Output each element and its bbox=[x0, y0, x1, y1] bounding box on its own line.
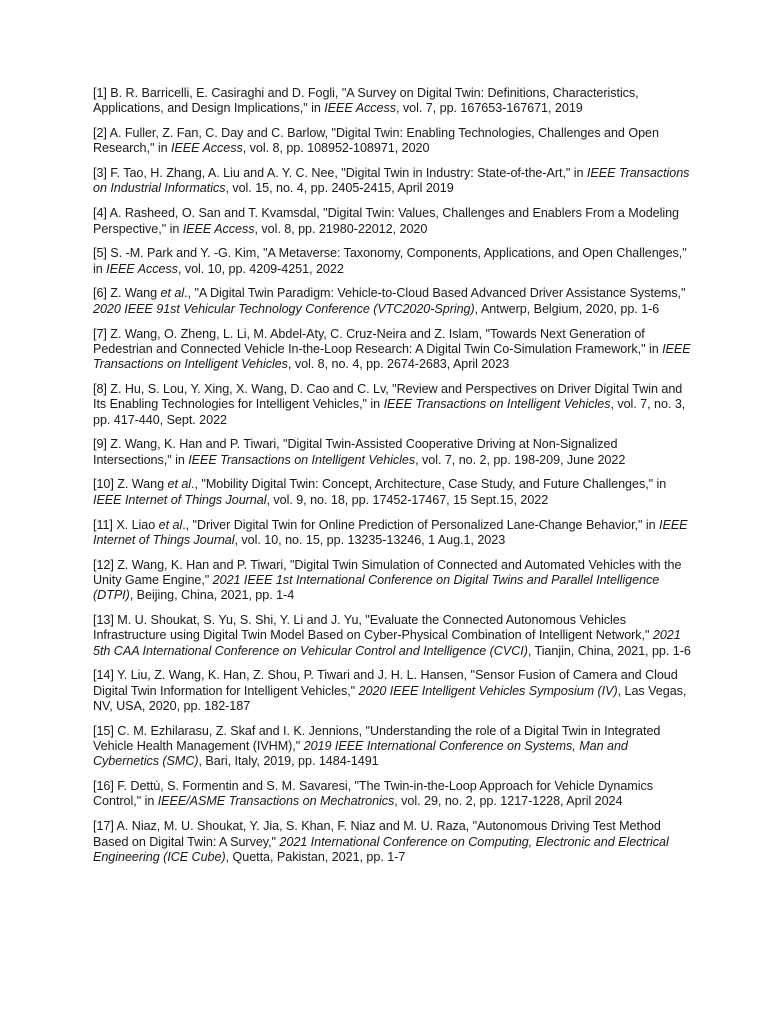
reference-text: , vol. 10, no. 15, pp. 13235-13246, 1 Aug.1, 2023 bbox=[234, 532, 506, 547]
reference-text: [15] C. M. Ezhilarasu, Z. Skaf and I. K. Jennions, "Understanding the role of a Digital Twin in Integrated Vehicle Health Management (IVHM)," bbox=[93, 723, 661, 754]
reference-venue: 2019 IEEE International Conference on Systems, Man and Cybernetics (SMC) bbox=[93, 739, 628, 769]
reference-text: , vol. 7, no. 2, pp. 198-209, June 2022 bbox=[415, 452, 626, 467]
reference-text: [12] Z. Wang, K. Han and P. Tiwari, "Digital Twin Simulation of Connected and Automated Vehicles with the Unity Game Engine," bbox=[93, 557, 682, 587]
reference-text: , Quetta, Pakistan, 2021, pp. 1-7 bbox=[225, 849, 406, 864]
reference-text: , Bari, Italy, 2019, pp. 1484-1491 bbox=[198, 754, 379, 769]
reference-venue: IEEE Internet of Things Journal bbox=[93, 517, 688, 547]
reference-text: , Tianjin, China, 2021, pp. 1-6 bbox=[527, 643, 691, 658]
reference-text: , Beijing, China, 2021, pp. 1-4 bbox=[129, 588, 295, 603]
reference-venue: 2021 5th CAA International Conference on Vehicular Control and Intelligence (CVCI) bbox=[93, 628, 681, 658]
reference-text: [4] A. Rasheed, O. San and T. Kvamsdal, "Digital Twin: Values, Challenges and Enablers From a Modeling Perspective," in bbox=[93, 206, 679, 236]
reference-item bbox=[93, 327, 693, 373]
reference-text: , vol. 29, no. 2, pp. 1217-1228, April 2024 bbox=[394, 794, 623, 809]
reference-text: , vol. 8, no. 4, pp. 2674-2683, April 2023 bbox=[287, 357, 510, 372]
reference-text: ., "Mobility Digital Twin: Concept, Architecture, Case Study, and Future Challenges," in bbox=[191, 477, 667, 492]
reference-text: , vol. 15, no. 4, pp. 2405-2415, April 2019 bbox=[225, 181, 454, 196]
reference-venue: 2020 IEEE 91st Vehicular Technology Conference (VTC2020-Spring) bbox=[93, 301, 475, 316]
reference-text: , Las Vegas, NV, USA, 2020, pp. 182-187 bbox=[93, 683, 687, 713]
reference-item bbox=[93, 246, 693, 277]
reference-item bbox=[93, 166, 693, 197]
reference-venue: IEEE Access bbox=[182, 221, 255, 236]
reference-venue: IEEE Transactions on Intelligent Vehicles bbox=[383, 397, 611, 412]
reference-text: [1] B. R. Barricelli, E. Casiraghi and D. Fogli, "A Survey on Digital Twin: Definitions, Characteristics, Applications, and Design Implications," in bbox=[93, 86, 639, 116]
reference-item bbox=[93, 613, 693, 659]
reference-text: ., "Driver Digital Twin for Online Prediction of Personalized Lane-Change Behavior," in bbox=[182, 517, 660, 532]
reference-item bbox=[93, 724, 693, 770]
reference-item bbox=[93, 558, 693, 604]
reference-venue: IEEE Access bbox=[106, 261, 178, 276]
reference-text: [3] F. Tao, H. Zhang, A. Liu and A. Y. C. Nee, "Digital Twin in Industry: State-of-the-Art," in bbox=[93, 166, 587, 181]
reference-item bbox=[93, 86, 693, 117]
reference-text: , vol. 9, no. 18, pp. 17452-17467, 15 Sept.15, 2022 bbox=[266, 492, 549, 507]
reference-item bbox=[93, 819, 693, 865]
reference-item bbox=[93, 206, 693, 237]
reference-venue: IEEE Internet of Things Journal bbox=[93, 492, 267, 507]
reference-list bbox=[93, 86, 693, 875]
reference-item bbox=[93, 126, 693, 157]
reference-venue: IEEE Transactions on Industrial Informatics bbox=[93, 166, 690, 196]
reference-venue: 2021 IEEE 1st International Conference on Digital Twins and Parallel Intelligence (DTPI) bbox=[93, 572, 660, 603]
reference-item bbox=[93, 477, 693, 508]
reference-text: [8] Z. Hu, S. Lou, Y. Xing, X. Wang, D. Cao and C. Lv, "Review and Perspectives on Driver Digital Twin and Its Enabling Technologies for Intelligent Vehicles," in bbox=[93, 381, 683, 412]
reference-text: [9] Z. Wang, K. Han and P. Tiwari, "Digital Twin-Assisted Cooperative Driving at Non-Signalized Intersections," in bbox=[93, 437, 618, 467]
reference-text: , vol. 10, pp. 4209-4251, 2022 bbox=[177, 261, 344, 276]
reference-item bbox=[93, 518, 693, 549]
reference-venue: IEEE Transactions on Intelligent Vehicles bbox=[93, 341, 691, 372]
reference-text: ., "A Digital Twin Paradigm: Vehicle-to-Cloud Based Advanced Driver Assistance Systems," bbox=[184, 286, 686, 301]
reference-text: [16] F. Dettù, S. Formentin and S. M. Savaresi, "The Twin-in-the-Loop Approach for Vehicle Dynamics Control," in bbox=[93, 779, 653, 809]
reference-item bbox=[93, 437, 693, 468]
reference-venue: IEEE/ASME Transactions on Mechatronics bbox=[157, 794, 395, 809]
reference-venue: et al bbox=[167, 477, 192, 492]
reference-venue: IEEE Transactions on Intelligent Vehicles bbox=[188, 452, 416, 467]
reference-venue: 2021 International Conference on Computing, Electronic and Electrical Engineering (ICE Cube) bbox=[93, 834, 669, 864]
reference-text: , Antwerp, Belgium, 2020, pp. 1-6 bbox=[474, 301, 660, 316]
reference-item bbox=[93, 779, 693, 810]
reference-text: [14] Y. Liu, Z. Wang, K. Han, Z. Shou, P. Tiwari and J. H. L. Hansen, "Sensor Fusion of Camera and Cloud Digital Twin Information for Intelligent Vehicles," bbox=[93, 668, 678, 698]
reference-venue: et al bbox=[158, 517, 183, 532]
reference-venue: et al bbox=[160, 286, 185, 301]
reference-text: [5] S. -M. Park and Y. -G. Kim, "A Metaverse: Taxonomy, Components, Applications, and Open Challenges," in bbox=[93, 246, 687, 276]
reference-text: , vol. 7, no. 3, pp. 417-440, Sept. 2022 bbox=[93, 397, 686, 427]
reference-item bbox=[93, 668, 693, 714]
reference-text: [17] A. Niaz, M. U. Shoukat, Y. Jia, S. Khan, F. Niaz and M. U. Raza, "Autonomous Driving Test Method Based on Digital Twin: A Survey," bbox=[93, 819, 661, 849]
reference-text: [2] A. Fuller, Z. Fan, C. Day and C. Barlow, "Digital Twin: Enabling Technologies, Challenges and Open Research," in bbox=[93, 126, 659, 156]
reference-venue: IEEE Access bbox=[170, 141, 243, 156]
reference-text: [11] X. Liao bbox=[93, 517, 159, 532]
reference-text: [6] Z. Wang bbox=[93, 286, 161, 301]
reference-text: [13] M. U. Shoukat, S. Yu, S. Shi, Y. Li and J. Yu, "Evaluate the Connected Autonomous Vehicles Infrastructure using Digital Twin Model Based on Cyber-Physical Combination of Intelligent Network," bbox=[93, 613, 653, 643]
reference-venue: 2020 IEEE Intelligent Vehicles Symposium (IV) bbox=[358, 683, 618, 698]
reference-text: [10] Z. Wang bbox=[93, 477, 168, 492]
reference-text: [7] Z. Wang, O. Zheng, L. Li, M. Abdel-Aty, C. Cruz-Neira and Z. Islam, "Towards Next Generation of Pedestrian and Connected Vehicle In-the-Loop Research: A Digital Twin Co-Simulation Framework," in bbox=[93, 326, 663, 356]
reference-venue: IEEE Access bbox=[324, 101, 397, 116]
reference-text: , vol. 8, pp. 108952-108971, 2020 bbox=[242, 141, 430, 156]
reference-text: , vol. 7, pp. 167653-167671, 2019 bbox=[396, 101, 583, 116]
reference-text: , vol. 8, pp. 21980-22012, 2020 bbox=[254, 221, 428, 236]
reference-item bbox=[93, 382, 693, 428]
reference-item bbox=[93, 286, 693, 317]
